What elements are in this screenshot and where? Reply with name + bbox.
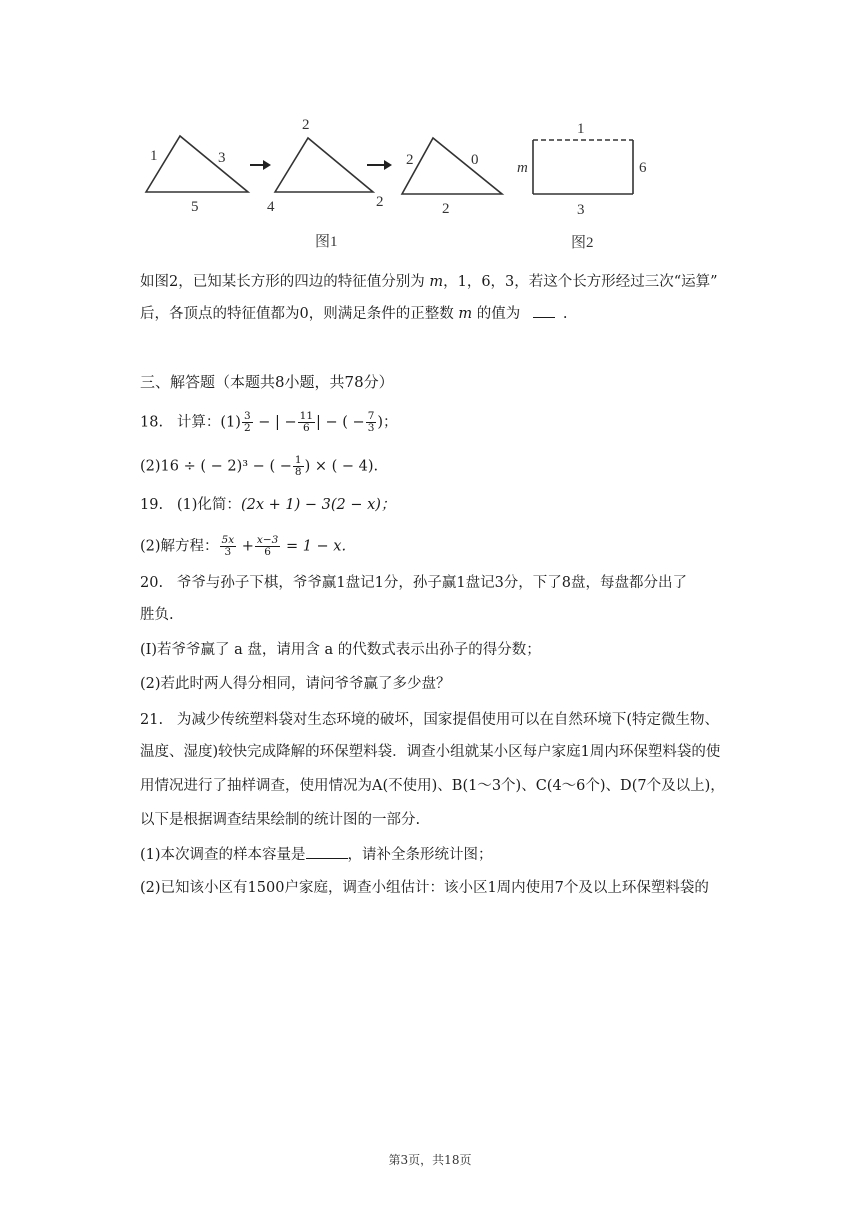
question-21-line-4: 以下是根据调查结果绘制的统计图的一部分. — [140, 812, 421, 828]
rect-left-value: m — [517, 160, 528, 176]
page-footer: 第3页，共18页 — [388, 1153, 472, 1167]
question-20-line-2: 胜负. — [140, 607, 174, 623]
tri3-left-value: 2 — [406, 152, 414, 168]
figure-1-caption: 图1 — [315, 234, 338, 250]
question-21-part-1: (1)本次调查的样本容量是 ，请补全条形统计图； — [140, 847, 493, 863]
tri3-bottom-value: 2 — [442, 201, 450, 217]
triangle-3 — [402, 138, 502, 194]
question-21-part-2: (2)已知该小区有1500户家庭，调查小组估计：该小区1周内使用7个及以上环保塑料袋的 — [140, 880, 709, 896]
question-20-line-1: 20. 爷爷与孙子下棋，爷爷赢1盘记1分，孙子赢1盘记3分，下了8盘，每盘都分出了 — [140, 575, 688, 591]
question-19-number: 19. — [140, 497, 164, 513]
triangle-2 — [275, 138, 373, 192]
question-18-part-2: (2)16 ÷ ( − 2)³ − ( − $\frac{1}{8}$ ) × ( − 4). — [140, 454, 379, 478]
arrow-1-head — [263, 160, 271, 170]
question-20-part-2: (2)若此时两人得分相同，请问爷爷赢了多少盘？ — [140, 676, 451, 692]
intro-line-2: 后，各顶点的特征值都为0，则满足条件的正整数 m 的值为 . — [140, 306, 568, 322]
figure-strip — [130, 110, 670, 260]
tri1-left-value: 1 — [150, 148, 158, 164]
arrow-2-head — [384, 160, 392, 170]
rect-bottom-value: 3 — [577, 202, 585, 218]
answer-blank[interactable] — [533, 317, 555, 318]
figure-2-caption: 图2 — [571, 235, 594, 251]
tri2-bottom-left-value: 4 — [267, 199, 275, 215]
tri2-top-value: 2 — [302, 117, 310, 133]
question-18-number: 18. — [140, 414, 164, 431]
question-20-part-1: (I)若爷爷赢了 a 盘，请用含 a 的代数式表示出孙子的得分数； — [140, 642, 541, 658]
question-19-part-1: 19. (1)化简：(2x + 1) − 3(2 − x)； — [140, 497, 396, 513]
tri3-right-value: 0 — [471, 152, 479, 168]
question-21-line-2: 温度、湿度)较快完成降解的环保塑料袋．调查小组就某小区每户家庭1周内环保塑料袋的使 — [140, 744, 721, 760]
question-18-part-1: 18. 计算：(1) $\frac{3}{2}$ − | − $\frac{11}{6}$ | − ( − $\frac{7}{3}$ )； — [140, 410, 398, 434]
tri2-bottom-right-value: 2 — [376, 194, 384, 210]
rect-right-value: 6 — [639, 160, 647, 176]
question-20-number: 20. — [140, 575, 164, 591]
question-19-part-2: (2)解方程： $\frac{5x}{3}$ + $\frac{x-3}{6}$ = 1 − x. — [140, 534, 347, 558]
tri1-right-value: 3 — [218, 150, 226, 166]
sample-size-blank[interactable] — [306, 858, 348, 859]
section-3-title: 三、解答题（本题共8小题，共78分） — [140, 373, 394, 391]
tri1-bottom-value: 5 — [191, 199, 199, 215]
question-21-line-3: 用情况进行了抽样调查，使用情况为A(不使用)、B(1～3个)、C(4～6个)、D(7个及以上)， — [140, 778, 725, 794]
intro-line-1: 如图2，已知某长方形的四边的特征值分别为 m，1，6，3，若这个长方形经过三次“运算” — [140, 274, 718, 290]
triangle-1 — [146, 136, 248, 192]
question-21-line-1: 21. 为减少传统塑料袋对生态环境的破坏，国家提倡使用可以在自然环境下(特定微生物、 — [140, 712, 720, 728]
question-21-number: 21. — [140, 712, 164, 728]
rect-top-value: 1 — [577, 121, 585, 137]
